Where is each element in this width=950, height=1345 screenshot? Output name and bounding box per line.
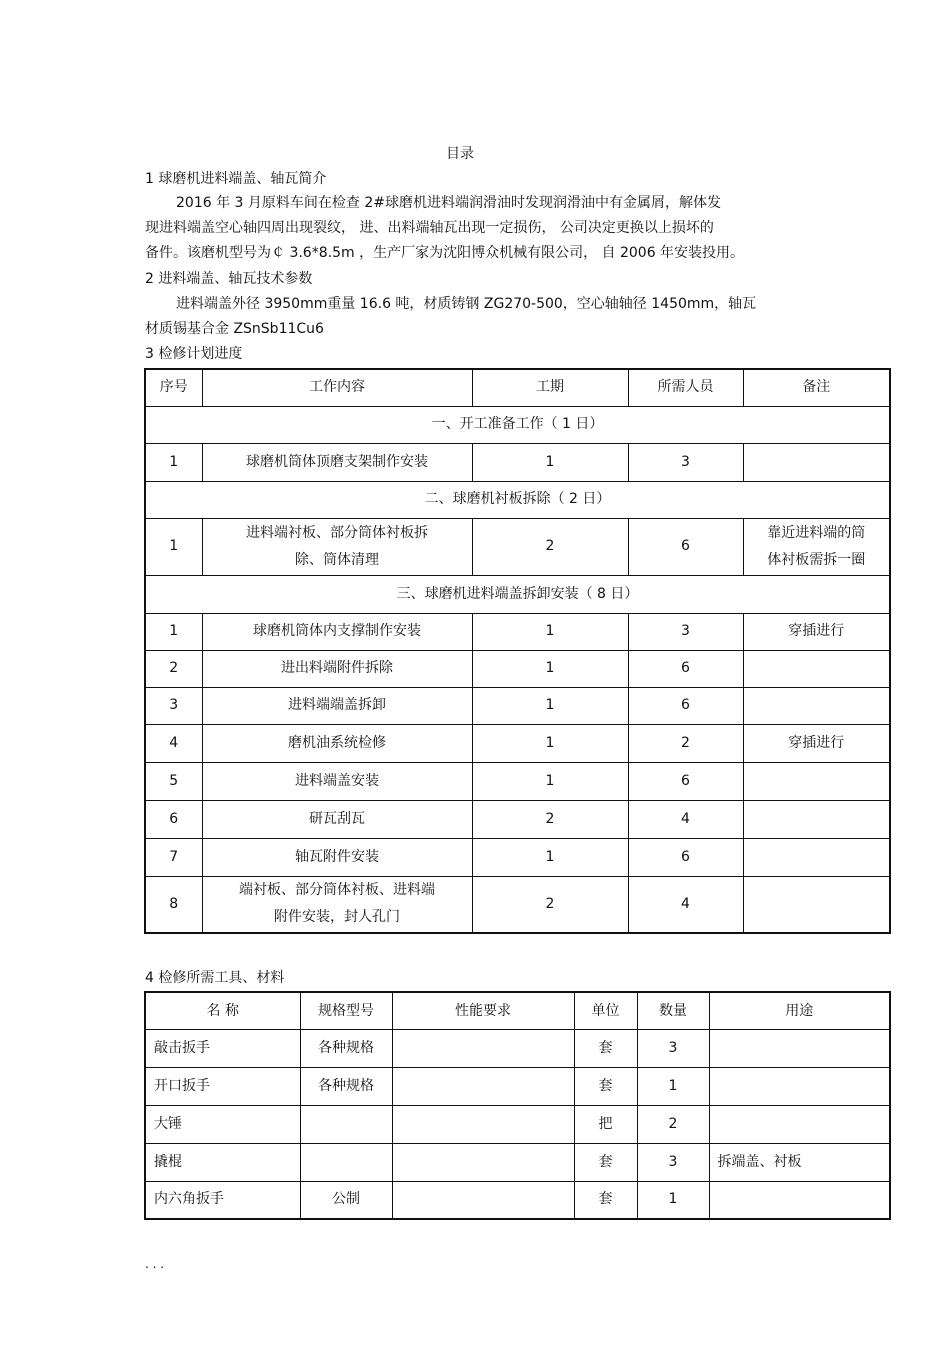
page-footer-dots: . . . — [145, 1257, 165, 1271]
tools-row — [145, 1143, 890, 1181]
plan-cell-people: 4 — [628, 800, 743, 838]
plan-cell-people: 2 — [628, 724, 743, 762]
section-2-line-2: 材质锡基合金 ZSnSb11Cu6 — [145, 321, 324, 337]
plan-cell-content: 端衬板、部分筒体衬板、进料端附件安装，封人孔门 — [202, 876, 472, 933]
plan-cell-note: 穿插进行 — [743, 613, 890, 650]
tools-cell-quantity: 3 — [637, 1143, 709, 1181]
plan-cell-no: 4 — [145, 724, 202, 762]
plan-cell-days: 1 — [472, 650, 628, 687]
tools-header-cell: 规格型号 — [300, 992, 392, 1029]
plan-section-title: 三、球磨机进料端盖拆卸安装（ 8 日） — [145, 575, 890, 613]
plan-cell-content: 轴瓦附件安装 — [202, 838, 472, 876]
plan-row — [145, 724, 890, 762]
tools-cell-requirement — [392, 1067, 574, 1105]
plan-cell-note — [743, 650, 890, 687]
plan-row — [145, 800, 890, 838]
tools-cell-spec: 公制 — [300, 1181, 392, 1219]
plan-cell-note — [743, 838, 890, 876]
tools-row — [145, 1105, 890, 1143]
tools-header-cell: 数量 — [637, 992, 709, 1029]
tools-row — [145, 1029, 890, 1067]
plan-cell-no: 8 — [145, 876, 202, 933]
doc-title: 目录 — [446, 146, 474, 162]
tools-cell-unit: 把 — [574, 1105, 637, 1143]
plan-header-cell: 序号 — [145, 369, 202, 406]
tools-cell-unit: 套 — [574, 1029, 637, 1067]
plan-cell-note — [743, 762, 890, 800]
plan-cell-no: 2 — [145, 650, 202, 687]
tools-cell-quantity: 2 — [637, 1105, 709, 1143]
tools-cell-name: 撬棍 — [145, 1143, 300, 1181]
tools-cell-requirement — [392, 1029, 574, 1067]
section-1-heading: 1 球磨机进料端盖、轴瓦简介 — [145, 171, 327, 187]
plan-cell-people: 6 — [628, 650, 743, 687]
plan-cell-no: 1 — [145, 518, 202, 575]
plan-section-title: 一、开工准备工作（ 1 日） — [145, 406, 890, 443]
tools-row — [145, 1067, 890, 1105]
plan-cell-days: 1 — [472, 838, 628, 876]
plan-section-row — [145, 575, 890, 613]
tools-cell-purpose: 拆端盖、衬板 — [709, 1143, 890, 1181]
plan-cell-people: 4 — [628, 876, 743, 933]
tools-cell-requirement — [392, 1143, 574, 1181]
tools-cell-requirement — [392, 1181, 574, 1219]
plan-cell-people: 6 — [628, 838, 743, 876]
tools-cell-unit: 套 — [574, 1067, 637, 1105]
plan-cell-no: 1 — [145, 613, 202, 650]
tools-cell-quantity: 3 — [637, 1029, 709, 1067]
plan-row — [145, 762, 890, 800]
tools-header-row — [145, 992, 890, 1029]
tools-cell-purpose — [709, 1067, 890, 1105]
plan-cell-content: 进料端盖安装 — [202, 762, 472, 800]
plan-cell-content: 进料端衬板、部分筒体衬板拆除、筒体清理 — [202, 518, 472, 575]
plan-header-cell: 备注 — [743, 369, 890, 406]
plan-row — [145, 443, 890, 481]
section-1-line-3: 备件。该磨机型号为￠ 3.6*8.5m ，生产厂家为沈阳博众机械有限公司， 自 2006 年安装投用。 — [145, 245, 745, 261]
plan-cell-content: 进出料端附件拆除 — [202, 650, 472, 687]
tools-header-cell: 单位 — [574, 992, 637, 1029]
plan-cell-days: 1 — [472, 687, 628, 724]
plan-row — [145, 838, 890, 876]
tools-header-cell: 性能要求 — [392, 992, 574, 1029]
section-1-line-2: 现进料端盖空心轴四周出现裂纹， 进、出料端轴瓦出现一定损伤， 公司决定更换以上损坏的 — [145, 220, 714, 236]
plan-cell-people: 3 — [628, 613, 743, 650]
tools-cell-name: 内六角扳手 — [145, 1181, 300, 1219]
plan-cell-note — [743, 443, 890, 481]
plan-row — [145, 518, 890, 575]
tools-cell-quantity: 1 — [637, 1067, 709, 1105]
plan-row — [145, 613, 890, 650]
plan-cell-content: 进料端端盖拆卸 — [202, 687, 472, 724]
plan-cell-people: 6 — [628, 687, 743, 724]
plan-section-row — [145, 481, 890, 518]
plan-cell-no: 3 — [145, 687, 202, 724]
plan-cell-note — [743, 687, 890, 724]
plan-cell-content: 球磨机筒体顶磨支架制作安装 — [202, 443, 472, 481]
plan-header-cell: 所需人员 — [628, 369, 743, 406]
tools-cell-purpose — [709, 1105, 890, 1143]
plan-row — [145, 876, 890, 933]
tools-cell-spec — [300, 1143, 392, 1181]
plan-header-row — [145, 369, 890, 406]
section-1-line-1: 2016 年 3 月原料车间在检查 2#球磨机进料端润滑油时发现润滑油中有金属屑，解体发 — [176, 195, 721, 211]
section-2-heading: 2 进料端盖、轴瓦技术参数 — [145, 271, 313, 287]
tools-cell-unit: 套 — [574, 1181, 637, 1219]
plan-cell-people: 6 — [628, 762, 743, 800]
tools-row — [145, 1181, 890, 1219]
section-2-line-1: 进料端盖外径 3950mm重量 16.6 吨，材质铸钢 ZG270-500，空心轴轴径 1450mm，轴瓦 — [176, 296, 757, 312]
plan-cell-note — [743, 800, 890, 838]
plan-cell-no: 7 — [145, 838, 202, 876]
plan-cell-no: 1 — [145, 443, 202, 481]
section-3-heading: 3 检修计划进度 — [145, 346, 243, 362]
plan-section-row — [145, 406, 890, 443]
plan-cell-content: 球磨机筒体内支撑制作安装 — [202, 613, 472, 650]
tools-cell-spec — [300, 1105, 392, 1143]
tools-header-cell: 名 称 — [145, 992, 300, 1029]
plan-row — [145, 650, 890, 687]
tools-cell-name: 开口扳手 — [145, 1067, 300, 1105]
plan-cell-days: 1 — [472, 613, 628, 650]
plan-cell-days: 2 — [472, 518, 628, 575]
plan-cell-days: 2 — [472, 800, 628, 838]
tools-cell-unit: 套 — [574, 1143, 637, 1181]
section-4-heading: 4 检修所需工具、材料 — [145, 970, 285, 986]
plan-cell-days: 1 — [472, 762, 628, 800]
plan-row — [145, 687, 890, 724]
plan-cell-people: 6 — [628, 518, 743, 575]
plan-cell-note: 穿插进行 — [743, 724, 890, 762]
plan-cell-no: 5 — [145, 762, 202, 800]
plan-cell-people: 3 — [628, 443, 743, 481]
plan-cell-content: 磨机油系统检修 — [202, 724, 472, 762]
plan-cell-note — [743, 876, 890, 933]
tools-materials-table — [144, 991, 891, 1220]
tools-cell-purpose — [709, 1181, 890, 1219]
tools-cell-quantity: 1 — [637, 1181, 709, 1219]
plan-header-cell: 工作内容 — [202, 369, 472, 406]
plan-cell-days: 1 — [472, 724, 628, 762]
tools-cell-name: 大锤 — [145, 1105, 300, 1143]
plan-cell-note: 靠近进料端的筒体衬板需拆一圈 — [743, 518, 890, 575]
plan-cell-no: 6 — [145, 800, 202, 838]
plan-section-title: 二、球磨机衬板拆除（ 2 日） — [145, 481, 890, 518]
tools-cell-name: 敲击扳手 — [145, 1029, 300, 1067]
tools-cell-spec: 各种规格 — [300, 1029, 392, 1067]
tools-cell-requirement — [392, 1105, 574, 1143]
plan-cell-days: 2 — [472, 876, 628, 933]
plan-header-cell: 工期 — [472, 369, 628, 406]
tools-cell-purpose — [709, 1029, 890, 1067]
maintenance-plan-table — [144, 368, 891, 934]
plan-cell-days: 1 — [472, 443, 628, 481]
tools-header-cell: 用途 — [709, 992, 890, 1029]
plan-cell-content: 研瓦刮瓦 — [202, 800, 472, 838]
tools-cell-spec: 各种规格 — [300, 1067, 392, 1105]
